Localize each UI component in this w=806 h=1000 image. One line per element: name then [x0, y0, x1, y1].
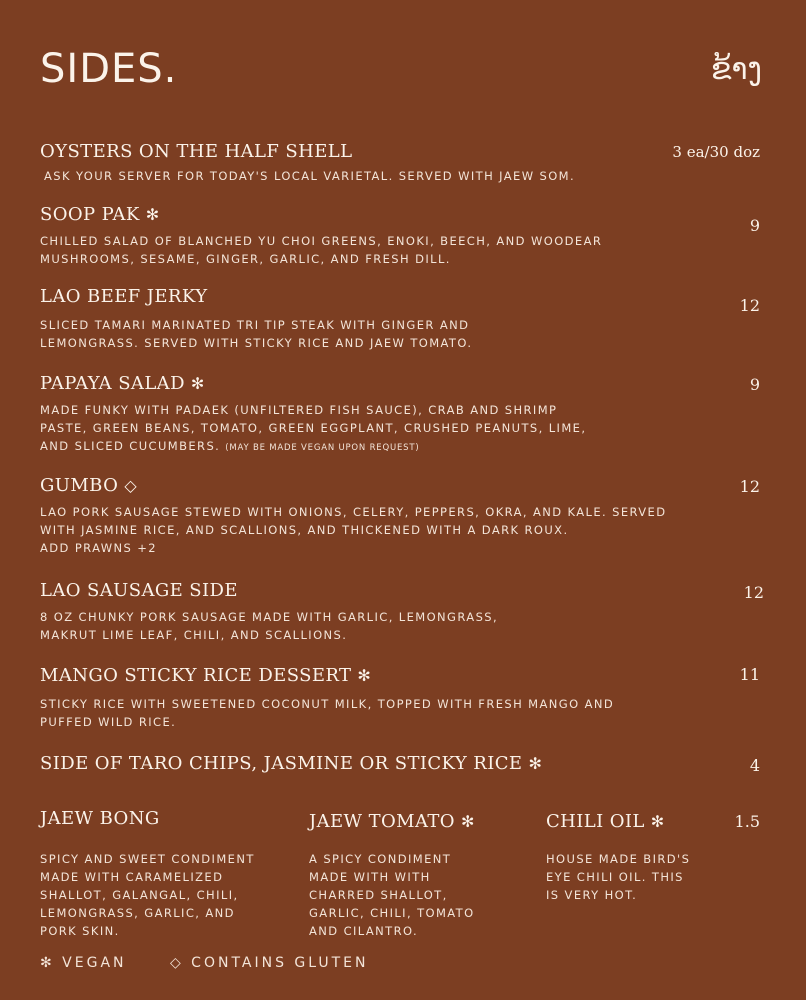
menu-item-lao-beef-jerky	[40, 286, 766, 352]
item-name: JAEW BONG	[40, 808, 160, 829]
menu-item-soop-pak	[40, 204, 766, 268]
item-description: CHILLED SALAD OF BLANCHED YU CHOI GREENS, ENOKI, BEECH, AND WOODEAR MUSHROOMS, SESAME, GINGER, GARLIC, AND FRESH DILL.	[40, 234, 603, 266]
menu-item-oysters	[40, 141, 766, 185]
item-description: 8 OZ CHUNKY PORK SAUSAGE MADE WITH GARLIC, LEMONGRASS, MAKRUT LIME LEAF, CHILI, AND SCALLIONS.	[40, 610, 499, 642]
item-description: A SPICY CONDIMENT MADE WITH WITH CHARRED SHALLOT, GARLIC, CHILI, TOMATO AND CILANTRO.	[309, 852, 475, 938]
item-price: 12	[743, 583, 764, 602]
menu-item-lao-sausage-side	[40, 580, 766, 644]
item-description: HOUSE MADE BIRD'S EYE CHILI OIL. THIS IS VERY HOT.	[546, 852, 691, 902]
condiment-jaew-tomato	[309, 811, 529, 940]
vegan-icon: ✻	[190, 374, 205, 393]
item-description: STICKY RICE WITH SWEETENED COCONUT MILK, TOPPED WITH FRESH MANGO AND PUFFED WILD RICE.	[40, 697, 615, 729]
item-name: PAPAYA SALAD ✻	[40, 373, 205, 394]
condiment-jaew-bong	[40, 808, 290, 940]
item-note: (MAY BE MADE VEGAN UPON REQUEST)	[225, 443, 420, 453]
item-name: JAEW TOMATO ✻	[309, 811, 475, 832]
item-description: ASK YOUR SERVER FOR TODAY'S LOCAL VARIETAL. SERVED WITH JAEW SOM.	[44, 169, 576, 183]
lao-title: ຂ້າງ	[710, 52, 762, 87]
item-name: OYSTERS ON THE HALF SHELL	[40, 141, 353, 162]
vegan-icon: ✻	[460, 812, 475, 831]
item-price: 11	[739, 665, 760, 684]
item-name: LAO SAUSAGE SIDE	[40, 580, 238, 601]
item-price: 9	[749, 216, 760, 235]
item-price: 12	[739, 296, 760, 315]
legend-gluten: ◇ CONTAINS GLUTEN	[169, 955, 369, 971]
vegan-icon: ✻	[650, 812, 665, 831]
menu-item-papaya-salad	[40, 373, 766, 457]
item-price: 9	[749, 375, 760, 394]
item-description: SLICED TAMARI MARINATED TRI TIP STEAK WITH GINGER AND LEMONGRASS. SERVED WITH STICKY RICE AND JAEW TOMATO.	[40, 318, 473, 350]
item-name: GUMBO ◇	[40, 475, 138, 496]
item-price: 12	[739, 477, 760, 496]
item-price: 3 ea/30 doz	[672, 143, 760, 161]
item-description: MADE FUNKY WITH PADAEK (UNFILTERED FISH SAUCE), CRAB AND SHRIMP PASTE, GREEN BEANS, TOMATO, GREEN EGGPLANT, CRUSHED PEANUTS, LIME, AND SLICED CUCUMBERS. (MAY BE MADE VEGAN UPON REQUEST)	[40, 403, 587, 453]
item-name: LAO BEEF JERKY	[40, 286, 208, 307]
item-name: SIDE OF TARO CHIPS, JASMINE OR STICKY RICE ✻	[40, 753, 543, 774]
vegan-icon: ✻	[357, 666, 372, 685]
item-name: SOOP PAK ✻	[40, 204, 160, 225]
legend-vegan: ✻ VEGAN	[40, 955, 127, 971]
menu-item-mango-sticky-rice	[40, 665, 766, 731]
condiments-price: 1.5	[734, 812, 760, 831]
condiment-chili-oil	[546, 811, 736, 904]
item-name: CHILI OIL ✻	[546, 811, 665, 832]
vegan-icon: ✻	[528, 754, 543, 773]
vegan-icon: ✻	[145, 205, 160, 224]
menu-item-gumbo	[40, 475, 766, 557]
item-name: MANGO STICKY RICE DESSERT ✻	[40, 665, 372, 686]
item-description: SPICY AND SWEET CONDIMENT MADE WITH CARAMELIZED SHALLOT, GALANGAL, CHILI, LEMONGRASS, GARLIC, AND PORK SKIN.	[40, 852, 255, 938]
item-price: 4	[749, 756, 760, 775]
legend	[40, 955, 405, 971]
gluten-icon: ◇	[124, 476, 138, 495]
item-description: LAO PORK SAUSAGE STEWED WITH ONIONS, CELERY, PEPPERS, OKRA, AND KALE. SERVED WITH JASMINE RICE, AND SCALLIONS, AND THICKENED WITH A DARK ROUX. ADD PRAWNS +2	[40, 505, 667, 555]
menu-item-side-rice	[40, 753, 766, 775]
page-title: SIDES.	[40, 46, 178, 92]
